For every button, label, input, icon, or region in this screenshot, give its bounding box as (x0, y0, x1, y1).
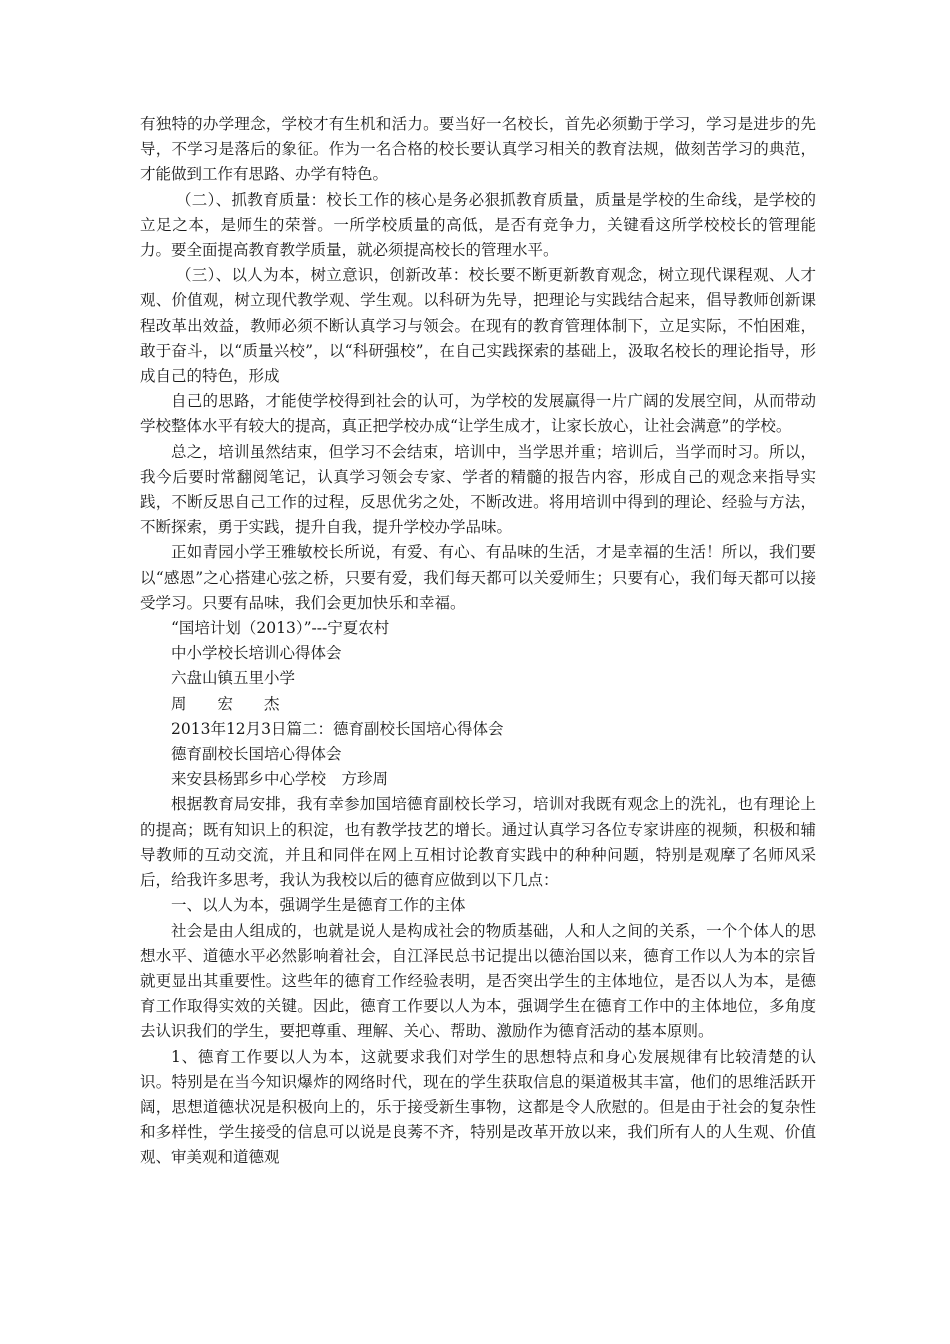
signature-date-and-next-title: 2013年12月3日篇二：德育副校长国培心得体会 (171, 719, 504, 738)
paragraph-school-philosophy: 有独特的办学理念，学校才有生机和活力。要当好一名校长，首先必须勤于学习，学习是进步的先导，不学习是落后的象征。作为一名合格的校长要认真学习相关的教育法规，做刻苦学习的典范，才能做到工作有思路、办学有特色。 (140, 115, 816, 184)
paragraph-society-people: 社会是由人组成的，也就是说人是构成社会的物质基础，人和人之间的关系，一个个体人的思想水平、道德水平必然影响着社会，自江泽民总书记提出以德治国以来，德育工作以人为本的宗旨就更显出其重要性。这些年的德育工作经验表明，是否突出学生的主体地位，是否以人为本，是德育工作取得实效的关键。因此，德育工作要以人为本，强调学生在德育工作中的主体地位，多角度去认识我们的学生，要把尊重、理解、关心、帮助、激励作为德育活动的基本原则。 (140, 921, 816, 1041)
signature-title: 中小学校长培训心得体会 (171, 644, 342, 663)
signature-school: 六盘山镇五里小学 (171, 669, 296, 688)
paragraph-training-intro: 根据教育局安排，我有幸参加国培德育副校长学习，培训对我既有观念上的洗礼，也有理论上的提高；既有知识上的积淀，也有教学技艺的增长。通过认真学习各位专家讲座的视频，积极和辅导教师的互动交流，并且和同伴在网上互相讨论教育实践中的种种问题，特别是观摩了名师风采后，给我许多思考，我认为我校以后的德育应做到以下几点： (140, 795, 816, 890)
section-two-author: 来安县杨郢乡中心学校 方珍周 (171, 770, 389, 789)
paragraph-education-quality: （二）、抓教育质量：校长工作的核心是务必狠抓教育质量，质量是学校的生命线，是学校的立足之本，是师生的荣誉。一所学校质量的高低，是否有竞争力，关键看这所学校校长的管理能力。要全面提高教育教学质量，就必须提高校长的管理水平。 (140, 190, 816, 260)
section-two-title: 德育副校长国培心得体会 (171, 745, 342, 764)
paragraph-understanding-students: 1、德育工作要以人为本，这就要求我们对学生的思想特点和身心发展规律有比较清楚的认识。特别是在当今知识爆炸的网络时代，现在的学生获取信息的渠道极其丰富，他们的思维活跃开阔，思想道德状况是积极向上的，乐于接受新生事物，这都是令人欣慰的。但是由于社会的复杂性和多样性，学生接受的信息可以说是良莠不齐，特别是改革开放以来，我们所有人的人生观、价值观、审美观和道德观 (140, 1047, 816, 1167)
paragraph-summary: 总之，培训虽然结束，但学习不会结束，培训中，当学思并重；培训后，当学而时习。所以，我今后要时常翻阅笔记，认真学习领会专家、学者的精髓的报告内容，形成自己的观念来指导实践，不断反思自己工作的过程，反思优劣之处，不断改进。将用培训中得到的理论、经验与方法，不断探索，勇于实践，提升自我，提升学校办学品味。 (140, 442, 816, 537)
paragraph-people-oriented-reform: （三）、以人为本，树立意识，创新改革：校长要不断更新教育观念，树立现代课程观、人才观、价值观，树立现代教学观、学生观。以科研为先导，把理论与实践结合起来，倡导教师创新课程改革出效益，教师必须不断认真学习与领会。在现有的教育管理体制下，立足实际，不怕困难，敢于奋斗，以“质量兴校”，以“科研强校”，在自己实践探索的基础上，汲取名校长的理论指导，形成自己的特色，形成 (140, 266, 816, 386)
document-page (140, 112, 816, 1171)
paragraph-happy-life-quote: 正如青园小学王雅敏校长所说，有爱、有心、有品味的生活，才是幸福的生活！所以，我们要以“感恩”之心搭建心弦之桥，只要有爱，我们每天都可以关爱师生；只要有心，我们每天都可以接受学习。只要有品味，我们会更加快乐和幸福。 (140, 543, 816, 612)
signature-program: “国培计划（2013）”---宁夏农村 (171, 619, 390, 638)
signature-author: 周 宏 杰 (171, 694, 280, 713)
paragraph-own-ideas: 自己的思路，才能使学校得到社会的认可，为学校的发展赢得一片广阔的发展空间，从而带动学校整体水平有较大的提高，真正把学校办成“让学生成才，让家长放心，让社会满意”的学校。 (140, 392, 816, 436)
heading-student-subject: 一、以人为本，强调学生是德育工作的主体 (171, 896, 466, 915)
